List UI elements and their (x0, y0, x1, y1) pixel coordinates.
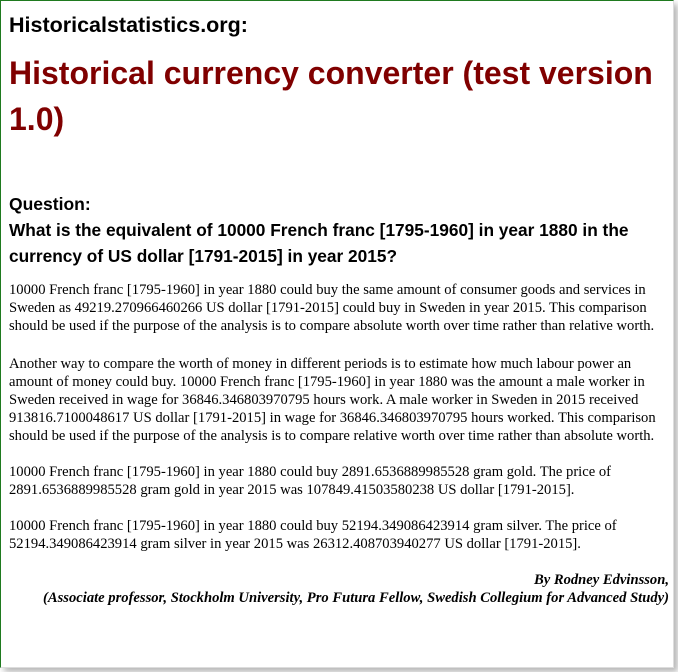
question-label: Question: (9, 194, 91, 214)
signature (9, 571, 669, 607)
signature-affiliation: (Associate professor, Stockholm University, Pro Futura Fellow, Swedish Collegium for Advanced Study) (43, 590, 669, 606)
answer-silver: 10000 French franc [1795-1960] in year 1880 could buy 52194.349086423914 gram silver. The price of 52194.349086423914 gram silver in year 2015 was 26312.408703940277 US dollar [1791-2015]. (9, 518, 617, 552)
answer-gold: 10000 French franc [1795-1960] in year 1880 could buy 2891.6536889985528 gram gold. The price of 2891.6536889985528 gram gold in year 2015 was 107849.41503580238 US dollar [1791-2015]. (9, 464, 611, 498)
main-content (9, 11, 669, 607)
signature-author: By Rodney Edvinsson, (533, 572, 669, 588)
site-title: Historicalstatistics.org: (9, 13, 248, 37)
answer-labour-power: Another way to compare the worth of money in different periods is to estimate how much labour power an amount of money could buy. 10000 French franc [1795-1960] in year 1880 was the amount a male worker in Sweden received in wage for 36846.346803970795 hours work. A male worker in Sweden in 2015 received 913816.7100048617 US dollar [1791-2015] in wage for 36846.346803970795 hours worked. This comparison should be used if the purpose of the analysis is to compare relative worth over time rather than absolute worth. (9, 356, 656, 444)
answer-consumer-goods: 10000 French franc [1795-1960] in year 1880 could buy the same amount of consumer goods and services in Sweden as 49219.270966460266 US dollar [1791-2015] could buy in Sweden in year 2015. This comparison should be used if the purpose of the analysis is to compare absolute worth over time rather than relative worth. (9, 282, 655, 334)
question-text: What is the equivalent of 10000 French franc [1795-1960] in year 1880 in the currency of US dollar [1791-2015] in year 2015? (9, 220, 629, 266)
page-title: Historical currency converter (test version 1.0) (9, 55, 653, 137)
